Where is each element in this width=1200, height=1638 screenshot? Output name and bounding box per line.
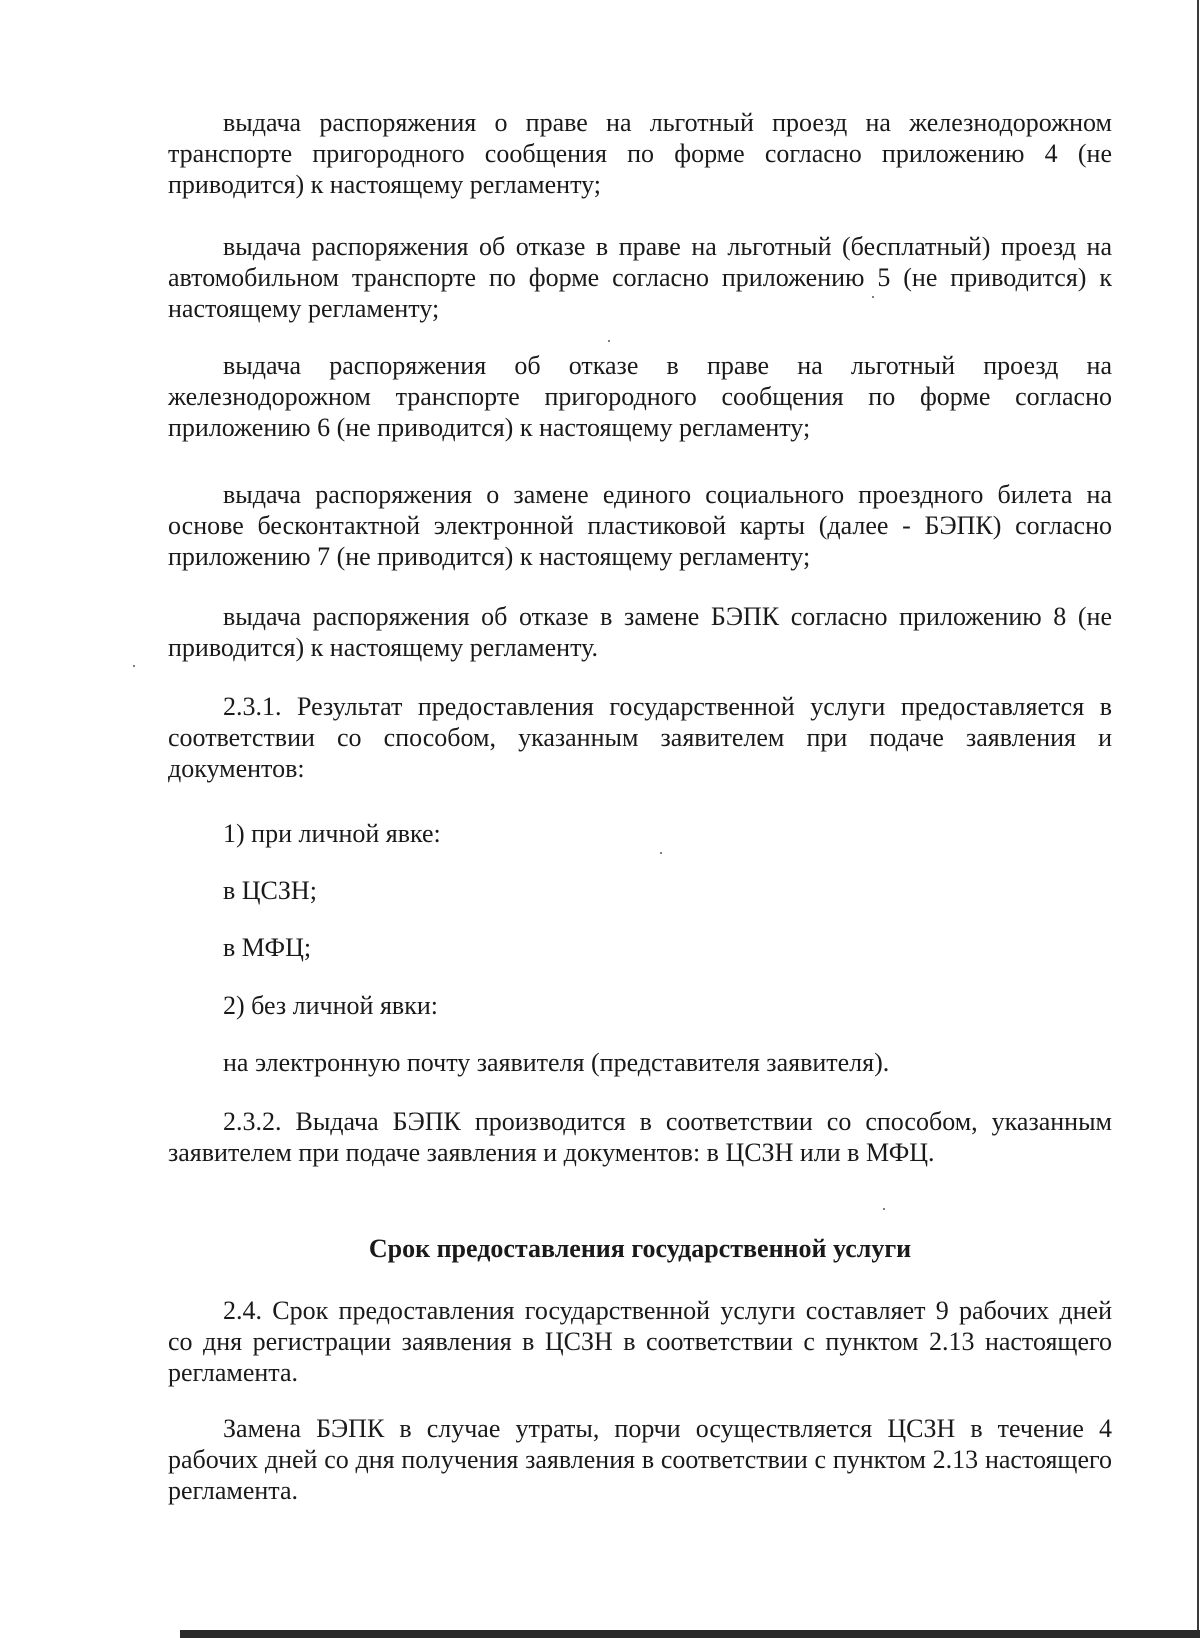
section-heading: Срок предоставления государственной услуги (368, 1234, 912, 1263)
paragraph-refusal-replacement: выдача распоряжения об отказе в замене БЭПК согласно приложению 8 (не приводится) к настоящему регламенту. (168, 602, 1112, 662)
list-item-email: на электронную почту заявителя (представителя заявителя). (223, 1048, 890, 1077)
paragraph-2-4: 2.4. Срок предоставления государственной услуги составляет 9 рабочих дней со дня регистрации заявления в ЦСЗН в соответствии с пунктом 2.13 настоящего регламента. (168, 1296, 1112, 1387)
paragraph-replacement-bepk: выдача распоряжения о замене единого социального проездного билета на основе бесконтактной электронной пластиковой карты (далее - БЭПК) согласно приложению 7 (не приводится) к настоящему регламенту; (168, 480, 1112, 571)
page-edge-right (1197, 0, 1199, 1638)
scan-speck (133, 665, 135, 667)
page-edge-bottom (180, 1630, 1200, 1638)
list-item-personal-visit: 1) при личной явке: (223, 819, 441, 848)
list-item-mfc: в МФЦ; (223, 933, 312, 962)
scan-speck (608, 340, 610, 342)
paragraph-2-3-2: 2.3.2. Выдача БЭПК производится в соответствии со способом, указанным заявителем при подаче заявления и документов: в ЦСЗН или в МФЦ. (168, 1107, 1112, 1167)
paragraph-refusal-railway: выдача распоряжения об отказе в праве на льготный проезд на железнодорожном транспорте пригородного сообщения по форме согласно приложению 6 (не приводится) к настоящему регламенту; (168, 351, 1112, 442)
paragraph-distribution-railway-right: выдача распоряжения о праве на льготный проезд на железнодорожном транспорте пригородного сообщения по форме согласно приложению 4 (не приводится) к настоящему регламенту; (168, 108, 1112, 199)
scan-speck (660, 852, 662, 854)
list-item-cszn: в ЦСЗН; (223, 876, 317, 905)
paragraph-replacement-term: Замена БЭПК в случае утраты, порчи осуществляется ЦСЗН в течение 4 рабочих дней со дня получения заявления в соответствии с пунктом 2.13 настоящего регламента. (168, 1414, 1112, 1505)
scan-speck (883, 1208, 885, 1210)
paragraph-refusal-auto: выдача распоряжения об отказе в праве на льготный (бесплатный) проезд на автомобильном транспорте по форме согласно приложению 5 (не приводится) к настоящему регламенту; (168, 232, 1112, 323)
paragraph-2-3-1: 2.3.1. Результат предоставления государственной услуги предоставляется в соответствии со способом, указанным заявителем при подаче заявления и документов: (168, 692, 1112, 783)
list-item-no-visit: 2) без личной явки: (223, 991, 438, 1020)
